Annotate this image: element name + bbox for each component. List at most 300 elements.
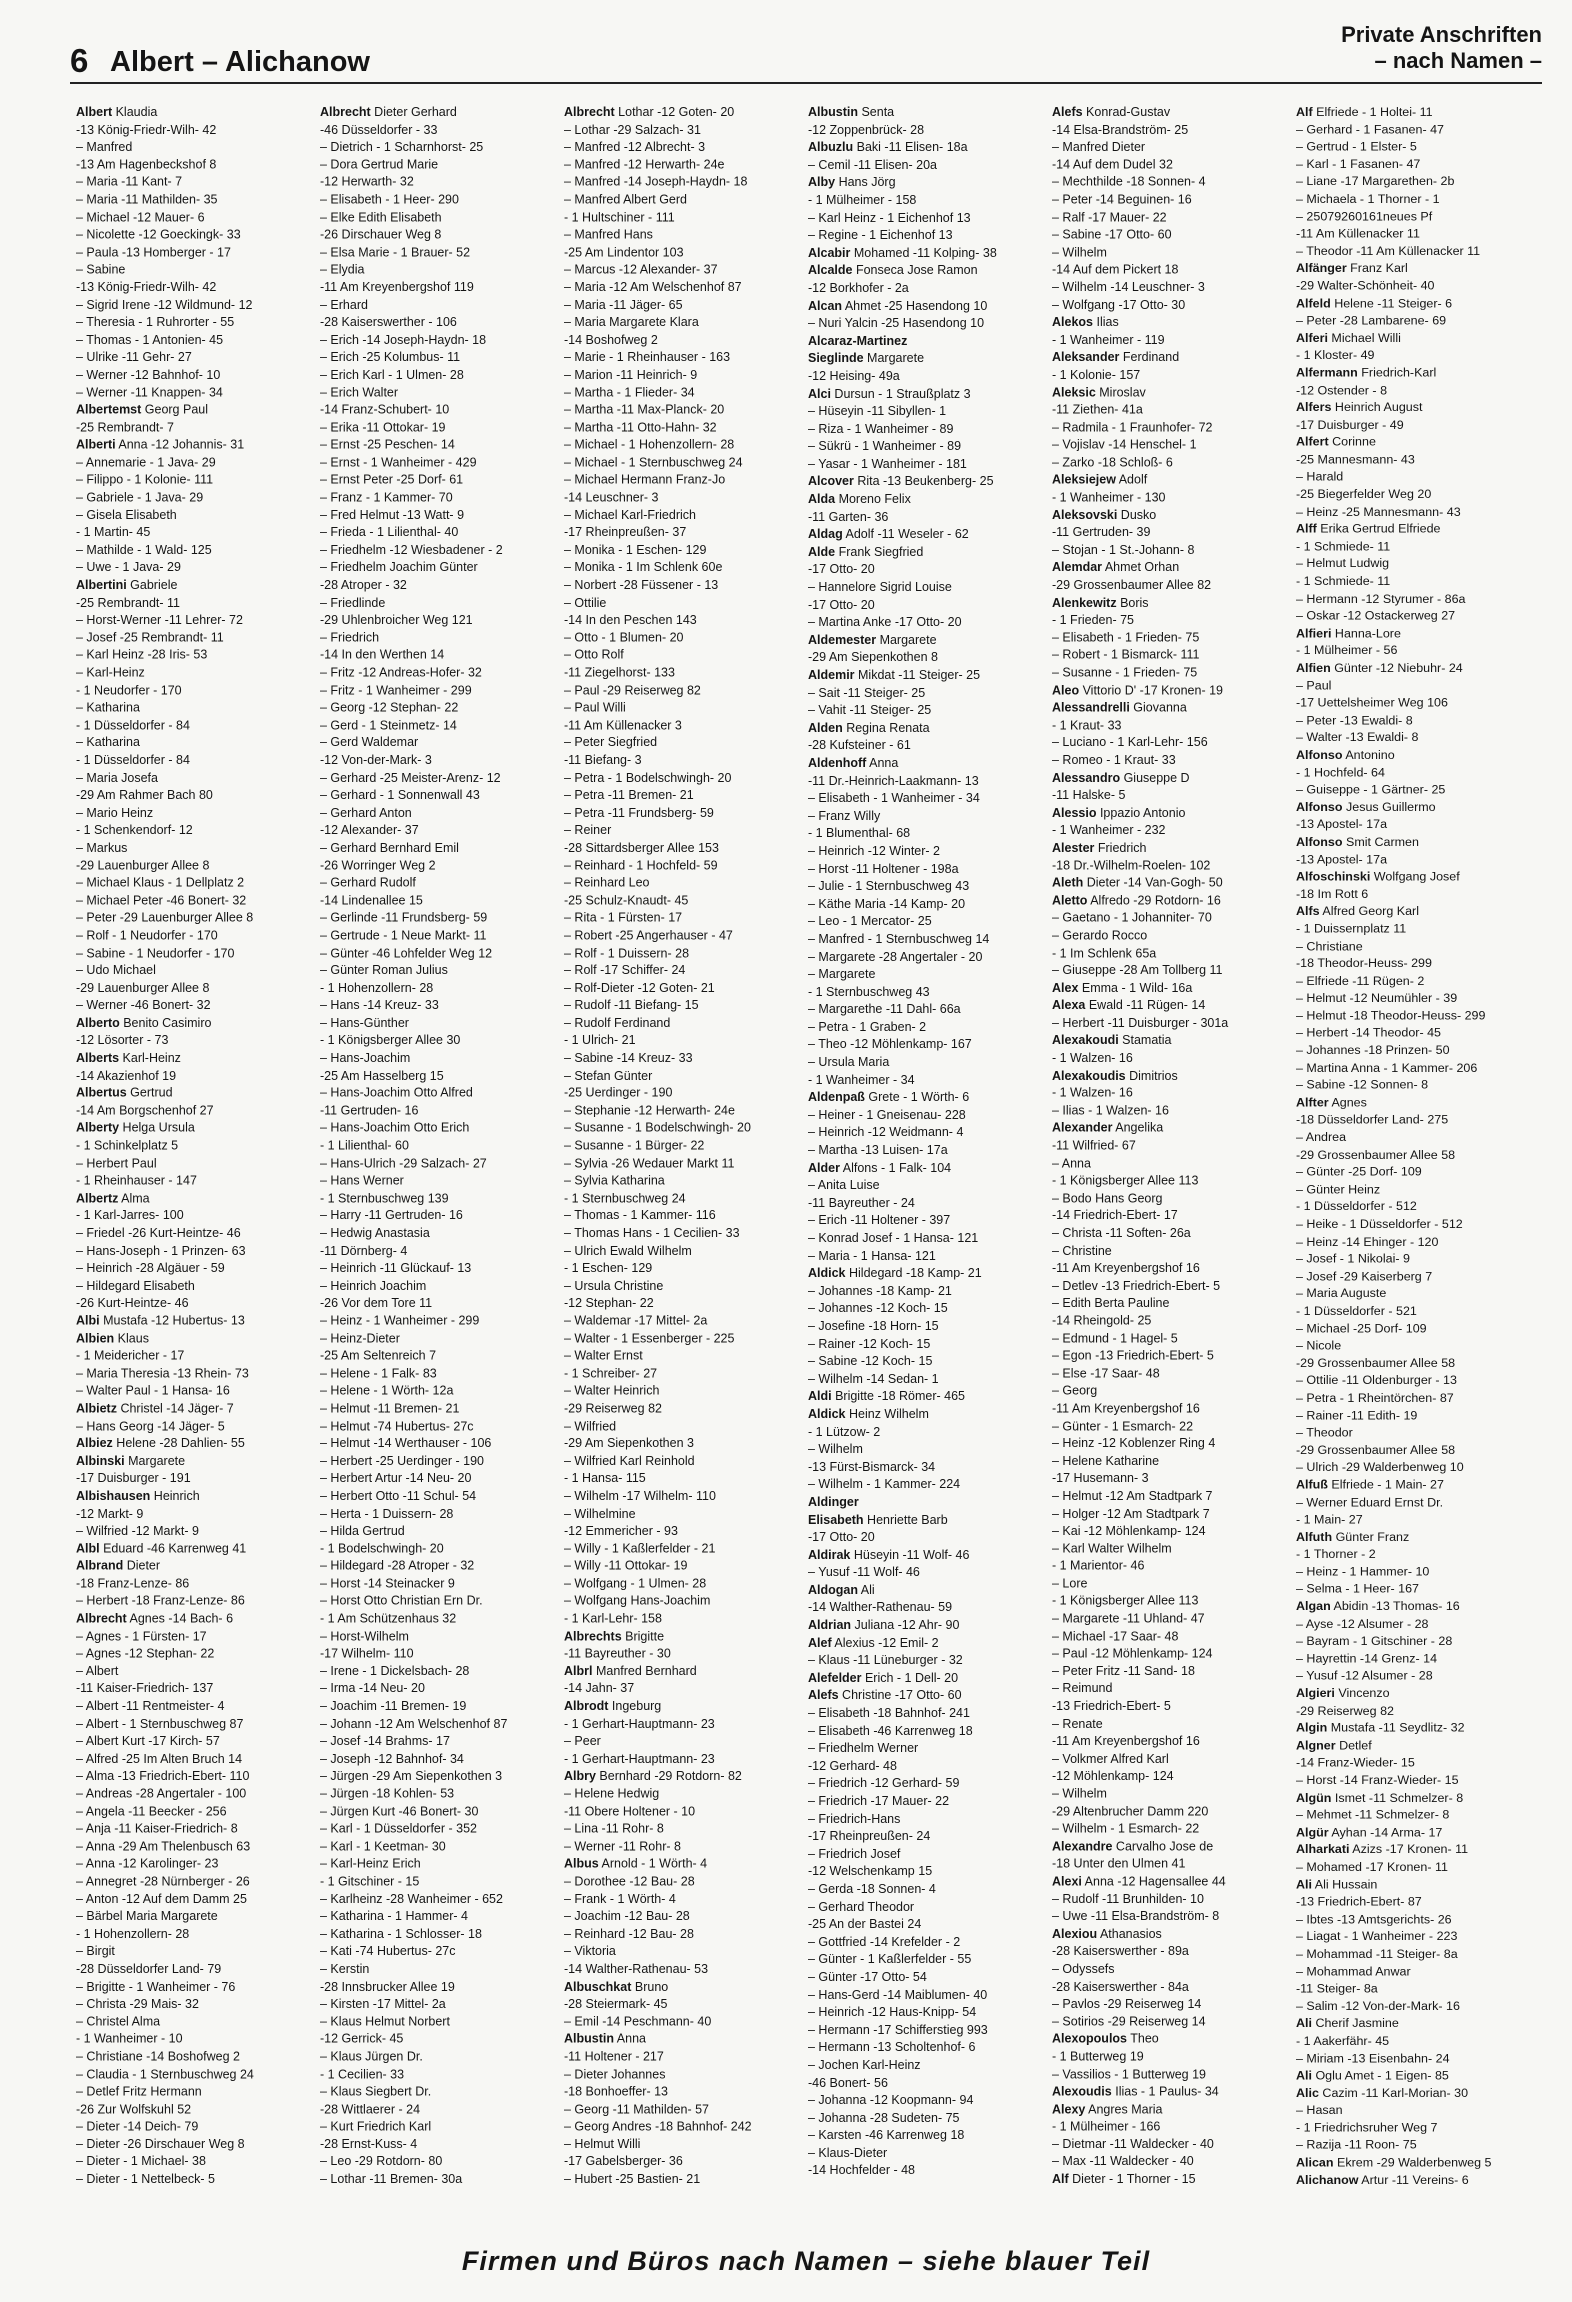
directory-entry: – Volkmer Alfred Karl: [1052, 1751, 1169, 1766]
directory-entry: – Helene Hedwig: [564, 1786, 660, 1801]
directory-entry: – Elisabeth -46 Karrenweg 18: [808, 1723, 973, 1738]
directory-entry: – Wilhelm -14 Leuschner- 3: [1052, 280, 1205, 295]
directory-entry: Alex Emma - 1 Wild- 16a: [1052, 980, 1193, 995]
directory-entry: – Heiner - 1 Gneisenau- 228: [808, 1107, 966, 1122]
directory-entry: – Gerhard Bernhard Emil: [320, 840, 459, 855]
directory-entry: – Maria Margarete Klara: [564, 315, 699, 330]
directory-entry: – Anja -11 Kaiser-Friedrich- 8: [76, 1821, 238, 1836]
directory-entry: – Reimund: [1052, 1681, 1113, 1696]
directory-entry: Alessandrelli Giovanna: [1052, 700, 1187, 715]
directory-entry: – Hilda Gertrud: [320, 1523, 405, 1538]
directory-entry: – Andreas -28 Angertaler - 100: [76, 1786, 247, 1801]
directory-entry: – Günter - 1 Esmarch- 22: [1052, 1418, 1194, 1433]
directory-entry: – Helene - 1 Falk- 83: [320, 1366, 437, 1381]
directory-entry: – Helmut -12 Neumühler - 39: [1296, 991, 1458, 1006]
directory-entry: – Erich Karl - 1 Ulmen- 28: [320, 367, 464, 382]
directory-entry: - 1 Neudorfer - 170: [76, 683, 182, 698]
directory-entry: – Ernst -25 Peschen- 14: [320, 437, 455, 452]
directory-entry: – Thomas - 1 Kammer- 116: [564, 1208, 716, 1223]
directory-entry: -12 Borkhofer - 2a: [808, 280, 909, 295]
directory-entry: Alcover Rita -13 Beukenberg- 25: [808, 474, 994, 489]
directory-entry: -12 Ostender - 8: [1296, 383, 1388, 397]
directory-entry: -14 Walther-Rathenau- 53: [564, 1961, 709, 1976]
directory-entry: – Vahit -11 Steiger- 25: [808, 703, 932, 718]
directory-entry: – Joachim -11 Bremen- 19: [320, 1699, 467, 1714]
directory-entry: – Herbert -18 Franz-Lenze- 86: [76, 1594, 245, 1608]
directory-entry: -11 Bayreuther - 24: [808, 1195, 915, 1210]
directory-entry: Albrecht Lothar -12 Goten- 20: [564, 104, 735, 119]
directory-entry: – Stephanie -12 Herwarth- 24e: [564, 1103, 735, 1118]
directory-entry: - 1 Mülheimer - 166: [1052, 2119, 1161, 2134]
directory-entry: -14 In den Werthen 14: [320, 648, 445, 662]
directory-entry: – Reiner: [564, 823, 612, 838]
directory-entry: - 1 Hohenzollern- 28: [76, 1926, 190, 1941]
directory-entry: – Oskar -12 Ostackerweg 27: [1296, 608, 1456, 623]
directory-entry: – Sylvia -26 Wedauer Markt 11: [564, 1156, 735, 1171]
directory-entry: – Karl Heinz - 1 Eichenhof 13: [808, 210, 971, 225]
directory-column-4: [808, 104, 1052, 2189]
directory-entry: – Mohamed -17 Kronen- 11: [1296, 1860, 1448, 1874]
directory-entry: – Marie - 1 Rheinhauser - 163: [564, 350, 731, 365]
directory-entry: – Susanne - 1 Bodelschwingh- 20: [564, 1121, 751, 1135]
directory-entry: -18 Unter den Ulmen 41: [1052, 1856, 1186, 1871]
directory-entry: -13 König-Friedr-Wilh- 42: [76, 122, 217, 137]
directory-entry: Aldick Heinz Wilhelm: [808, 1406, 929, 1421]
directory-entry: -12 Gerhard- 48: [808, 1758, 897, 1773]
directory-entry: Albl Eduard -46 Karrenweg 41: [76, 1541, 247, 1556]
directory-entry: -12 Heising- 49a: [808, 368, 900, 383]
directory-entry: -14 Jahn- 37: [564, 1681, 635, 1696]
directory-entry: – Christiane: [1296, 939, 1363, 953]
directory-entry: Alexoudis Ilias - 1 Paulus- 34: [1052, 2084, 1219, 2099]
directory-entry: – Peter Siegfried: [564, 735, 658, 750]
directory-entry: - 1 Walzen- 16: [1052, 1086, 1133, 1100]
directory-entry: – Friedlinde: [320, 595, 386, 610]
directory-column-5: [1052, 104, 1296, 2187]
directory-entry: – Katharina - 1 Schlosser- 18: [320, 1926, 482, 1941]
directory-entry: - 1 Karl-Lehr- 158: [564, 1611, 662, 1626]
directory-entry: -29 Grossenbaumer Allee 58: [1296, 1443, 1456, 1457]
directory-entry: -29 Am Siepenkothen 3: [564, 1436, 694, 1451]
directory-entry: – Elsa Marie - 1 Brauer- 52: [320, 245, 471, 260]
directory-entry: – Hildegard Elisabeth: [76, 1278, 195, 1293]
directory-entry: Albustin Senta: [808, 105, 895, 119]
directory-entry: Alberto Benito Casimiro: [76, 1015, 212, 1030]
directory-entry: – Georg Andres -18 Bahnhof- 242: [564, 2119, 752, 2134]
directory-entry: – Rolf - 1 Neudorfer - 170: [76, 928, 218, 943]
directory-entry: – Gaetano - 1 Johanniter- 70: [1052, 910, 1212, 925]
directory-entry: Alexi Anna -12 Hagensallee 44: [1052, 1874, 1226, 1889]
directory-entry: – Horst-Werner -11 Lehrer- 72: [76, 613, 243, 627]
directory-entry: – Walter Ernst: [564, 1348, 643, 1363]
directory-entry: – Günter -17 Otto- 54: [808, 1969, 927, 1984]
directory-entry: – Wilhelm - 1 Kammer- 224: [808, 1477, 961, 1492]
directory-entry: – Heike - 1 Düsseldorfer - 512: [1296, 1217, 1463, 1231]
directory-entry: -12 Alexander- 37: [320, 823, 419, 838]
directory-entry: – Dora Gertrud Marie: [320, 157, 439, 172]
directory-entry: – Helmut Willi: [564, 2137, 641, 2152]
directory-entry: - 1 Marientor- 46: [1052, 1559, 1145, 1573]
directory-entry: – Hubert -25 Bastien- 21: [564, 2172, 701, 2187]
directory-entry: – Maria Theresia -13 Rhein- 73: [76, 1366, 249, 1381]
directory-entry: – Klaus Jürgen Dr.: [320, 2049, 423, 2064]
directory-entry: – Radmila - 1 Fraunhofer- 72: [1052, 420, 1213, 435]
directory-entry: Albi Mustafa -12 Hubertus- 13: [76, 1313, 245, 1328]
directory-entry: -12 Welschenkamp 15: [808, 1864, 933, 1879]
directory-entry: – Christel Alma: [76, 2014, 161, 2029]
directory-entry: -17 Otto- 20: [808, 597, 875, 612]
directory-entry: Aldenpaß Grete - 1 Wörth- 6: [808, 1090, 970, 1105]
directory-entry: Albertz Alma: [76, 1191, 150, 1206]
directory-entry: Albustin Anna: [564, 2031, 646, 2046]
directory-entry: – Wilhelm: [808, 1442, 863, 1457]
directory-entry: – Martina Anke -17 Otto- 20: [808, 615, 962, 630]
directory-entry: -14 Akazienhof 19: [76, 1068, 177, 1083]
directory-entry: -14 Am Borgschenhof 27: [76, 1103, 214, 1118]
directory-entry: Alder Alfons - 1 Falk- 104: [808, 1160, 952, 1175]
directory-entry: – Reinhard -12 Bau- 28: [564, 1926, 694, 1941]
directory-entry: – Dietrich - 1 Scharnhorst- 25: [320, 140, 484, 154]
directory-entry: -28 Kaiserswerther - 106: [320, 315, 457, 330]
directory-entry: – Bayram - 1 Gitschiner - 28: [1296, 1634, 1453, 1648]
directory-entry: – Dieter - 1 Nettelbeck- 5: [76, 2172, 215, 2187]
directory-entry: – Gisela Elisabeth: [76, 507, 177, 522]
directory-entry: – Helene - 1 Wörth- 12a: [320, 1383, 454, 1398]
directory-entry: – Josef -29 Kaiserberg 7: [1296, 1269, 1433, 1284]
directory-entry: -14 Hochfelder - 48: [808, 2163, 916, 2178]
directory-entry: -11 Am Kreyenbergshof 119: [320, 280, 474, 295]
directory-entry: – Albert -11 Rentmeister- 4: [76, 1699, 225, 1714]
directory-entry: – Rudolf -11 Biefang- 15: [564, 998, 699, 1013]
directory-entry: – Guiseppe - 1 Gärtner- 25: [1296, 782, 1446, 797]
directory-entry: – Frieda - 1 Lilienthal- 40: [320, 525, 459, 540]
directory-entry: – Jürgen -29 Am Siepenkothen 3: [320, 1769, 503, 1784]
directory-entry: – Günter -25 Dorf- 109: [1296, 1164, 1422, 1179]
directory-entry: Alberts Karl-Heinz: [76, 1050, 181, 1065]
directory-entry: -46 Bonert- 56: [808, 2075, 888, 2090]
directory-entry: – Elisabeth - 1 Wanheimer - 34: [808, 791, 980, 806]
directory-entry: – Gerhard - 1 Sonnenwall 43: [320, 788, 480, 803]
directory-entry: -18 Franz-Lenze- 86: [76, 1576, 190, 1591]
directory-column-1: [76, 104, 320, 2187]
directory-entry: - 1 Sternbuschweg 43: [808, 984, 930, 999]
directory-entry: -26 Worringer Weg 2: [320, 858, 436, 873]
directory-entry: – Brigitte - 1 Wanheimer - 76: [76, 1979, 236, 1994]
directory-entry: – Nicolette -12 Goeckingk- 33: [76, 227, 241, 242]
directory-entry: – Johann -12 Am Welschenhof 87: [320, 1716, 508, 1731]
directory-entry: Algner Detlef: [1296, 1738, 1372, 1753]
directory-entry: – Hans-Joachim Otto Erich: [320, 1121, 470, 1135]
directory-entry: Albietz Christel -14 Jäger- 7: [76, 1401, 234, 1416]
directory-entry: – Paul: [1296, 678, 1332, 693]
directory-entry: – Nuri Yalcin -25 Hasendong 10: [808, 316, 985, 331]
directory-entry: -25 Am Seltenreich 7: [320, 1348, 437, 1363]
directory-entry: - 1 Königsberger Allee 113: [1052, 1173, 1199, 1188]
directory-entry: – Otto - 1 Blumen- 20: [564, 630, 684, 645]
directory-entry: – Holger -12 Am Stadtpark 7: [1052, 1506, 1210, 1521]
directory-entry: – Yusuf -11 Wolf- 46: [808, 1565, 920, 1580]
directory-entry: -25 Am Hasselberg 15: [320, 1068, 444, 1083]
directory-entry: Alefelder Erich - 1 Dell- 20: [808, 1670, 959, 1685]
directory-entry: – Erich Walter: [320, 385, 399, 400]
directory-entry: - 1 Schinkelplatz 5: [76, 1138, 179, 1153]
directory-entry: – Paul -12 Möhlenkamp- 124: [1052, 1646, 1213, 1661]
directory-entry: Aldemester Margarete: [808, 632, 937, 647]
directory-entry: – Manfred Dieter: [1052, 140, 1146, 154]
directory-entry: Alexiou Athanasios: [1052, 1926, 1162, 1941]
directory-entry: Alican Ekrem -29 Walderbenweg 5: [1296, 2155, 1492, 2170]
directory-entry: -25 Rembrandt- 11: [76, 595, 180, 610]
directory-entry: – Theresia - 1 Ruhrorter - 55: [76, 315, 235, 330]
directory-entry: – Vojislav -14 Henschel- 1: [1052, 437, 1197, 452]
directory-entry: Aletto Alfredo -29 Rotdorn- 16: [1052, 893, 1221, 908]
directory-entry: – Friedrich -17 Mauer- 22: [808, 1794, 950, 1808]
directory-entry: -11 Ziegelhorst- 133: [564, 665, 675, 680]
directory-entry: – Hans Georg -14 Jäger- 5: [76, 1418, 225, 1433]
directory-entry: – Hüseyin -11 Sibyllen- 1: [808, 404, 947, 419]
directory-entry: – Helmut -11 Bremen- 21: [320, 1401, 460, 1416]
directory-entry: Albert Klaudia: [76, 104, 158, 119]
directory-entry: -29 Am Rahmer Bach 80: [76, 788, 213, 803]
directory-entry: – Margarethe -11 Dahl- 66a: [808, 1002, 961, 1017]
directory-entry: – Ulrich Ewald Wilhelm: [564, 1243, 692, 1258]
directory-entry: – Margarete: [808, 967, 876, 982]
directory-entry: -29 Altenbrucher Damm 220: [1052, 1804, 1209, 1819]
directory-entry: - 1 Frieden- 75: [1052, 613, 1134, 627]
directory-entry: – Razija -11 Roon- 75: [1296, 2138, 1417, 2152]
directory-entry: – Theo -12 Möhlenkamp- 167: [808, 1037, 972, 1052]
directory-entry: – Helmut -18 Theodor-Heuss- 299: [1296, 1008, 1486, 1023]
directory-entry: -14 In den Peschen 143: [564, 613, 697, 627]
directory-entry: – Helmut -14 Werthauser - 106: [320, 1436, 492, 1451]
directory-entry: – Horst -11 Holtener - 198a: [808, 861, 959, 876]
directory-entry: -13 Friedrich-Ebert- 5: [1052, 1699, 1171, 1714]
directory-entry: – Gabriele - 1 Java- 29: [76, 490, 204, 505]
directory-entry: Aldogan Ali: [808, 1582, 875, 1597]
directory-entry: – Christa -29 Mais- 32: [76, 1996, 199, 2011]
directory-entry: -28 Ernst-Kuss- 4: [320, 2137, 418, 2152]
directory-entry: Albien Klaus: [76, 1331, 149, 1346]
directory-entry: – Wilfried Karl Reinhold: [564, 1453, 695, 1468]
directory-entry: - 1 Düsseldorfer - 512: [1296, 1199, 1417, 1214]
directory-entry: – Heinz - 1 Wanheimer - 299: [320, 1313, 480, 1328]
directory-entry: – Ernst - 1 Wanheimer - 429: [320, 455, 477, 470]
directory-entry: – Sait -11 Steiger- 25: [808, 685, 926, 700]
directory-entry: Algin Mustafa -11 Seydlitz- 32: [1296, 1721, 1465, 1735]
directory-entry: – Ayse -12 Alsumer - 28: [1296, 1616, 1429, 1631]
directory-entry: - 1 Rheinhauser - 147: [76, 1173, 197, 1188]
directory-entry: – Petra - 1 Rheintörchen- 87: [1296, 1390, 1454, 1405]
directory-entry: – Vassilios - 1 Butterweg 19: [1052, 2067, 1207, 2081]
directory-entry: -11 Biefang- 3: [564, 753, 642, 768]
directory-entry: – Petra -11 Frundsberg- 59: [564, 805, 714, 820]
directory-entry: – Ursula Maria: [808, 1055, 890, 1070]
directory-entry: -11 Ziethen- 41a: [1052, 402, 1143, 417]
directory-entry: - 1 Hohenzollern- 28: [320, 980, 434, 995]
directory-entry: Aleo Vittorio D' -17 Kronen- 19: [1052, 683, 1223, 698]
directory-entry: – Heinrich -28 Algäuer - 59: [76, 1261, 225, 1276]
directory-entry: Alfers Heinrich August: [1296, 400, 1423, 415]
directory-entry: – Elisabeth -18 Bahnhof- 241: [808, 1706, 970, 1721]
directory-entry: – Liane -17 Margarethen- 2b: [1296, 174, 1455, 189]
directory-entry: -12 Markt- 9: [76, 1506, 144, 1521]
directory-entry: -29 Reiserweg 82: [1296, 1703, 1394, 1718]
directory-entry: – Waldemar -17 Mittel- 2a: [564, 1313, 708, 1328]
directory-entry: – Wilhelm - 1 Esmarch- 22: [1052, 1821, 1200, 1836]
directory-entry: Albertemst Georg Paul: [76, 402, 209, 417]
directory-entry: – Hans-Joseph - 1 Prinzen- 63: [76, 1243, 246, 1258]
directory-entry: – Kati -74 Hubertus- 27c: [320, 1944, 456, 1959]
directory-entry: – Hans -14 Kreuz- 33: [320, 998, 439, 1013]
directory-entry: – Günter Heinz: [1296, 1182, 1381, 1197]
directory-entry: – Josef - 1 Nikolai- 9: [1296, 1251, 1410, 1266]
directory-entry: – Albert: [76, 1664, 119, 1679]
page-header: [70, 20, 1542, 78]
directory-entry: – Hans Werner: [320, 1173, 404, 1188]
directory-entry: – Peter -14 Beguinen- 16: [1052, 192, 1192, 207]
directory-entry: – Irma -14 Neu- 20: [320, 1681, 425, 1696]
directory-entry: – Martha -13 Luisen- 17a: [808, 1143, 948, 1158]
directory-entry: – Rolf -17 Schiffer- 24: [564, 963, 686, 978]
directory-entry: -11 Am Kreyenbergshof 16: [1052, 1261, 1200, 1276]
directory-entry: -25 Uerdinger - 190: [564, 1086, 673, 1100]
directory-entry: - 1 Schenkendorf- 12: [76, 823, 193, 838]
directory-entry: - 1 Friedrichsruher Weg 7: [1296, 2120, 1438, 2135]
directory-entry: – Lothar -29 Salzach- 31: [564, 122, 701, 137]
directory-entry: – Claudia - 1 Sternbuschweg 24: [76, 2067, 254, 2081]
directory-entry: -12 Von-der-Mark- 3: [320, 753, 432, 768]
directory-entry: – Günter - 1 Kaßlerfelder - 55: [808, 1952, 972, 1967]
directory-entry: Alff Erika Gertrud Elfriede: [1296, 522, 1441, 536]
directory-entry: – Petra - 1 Bodelschwingh- 20: [564, 770, 732, 785]
directory-entry: -12 Gerrick- 45: [320, 2031, 404, 2046]
directory-entry: – Jürgen Kurt -46 Bonert- 30: [320, 1804, 479, 1819]
directory-entry: – Horst -14 Steinacker 9: [320, 1576, 455, 1591]
directory-entry: -12 Stephan- 22: [564, 1296, 654, 1311]
directory-entry: – Elisabeth - 1 Heer- 290: [320, 192, 459, 207]
directory-entry: – Riza - 1 Wanheimer - 89: [808, 421, 954, 436]
directory-entry: Alfänger Franz Karl: [1296, 261, 1408, 276]
directory-entry: – Salim -12 Von-der-Mark- 16: [1296, 1999, 1460, 2013]
directory-entry: – Kirsten -17 Mittel- 2a: [320, 1996, 446, 2011]
directory-entry: -28 Steiermark- 45: [564, 1996, 668, 2011]
directory-entry: -29 Grossenbaumer Allee 58: [1296, 1356, 1456, 1370]
directory-entry: – Hans-Joachim: [320, 1050, 411, 1065]
header-rule: [70, 82, 1542, 84]
directory-entry: – Hasan: [1296, 2103, 1343, 2118]
directory-entry: – Karl-Heinz Erich: [320, 1856, 421, 1871]
directory-entry: – Giuseppe -28 Am Tollberg 11: [1052, 963, 1223, 978]
directory-entry: -29 Grossenbaumer Allee 58: [1296, 1147, 1456, 1162]
directory-entry: – Dieter - 1 Michael- 38: [76, 2154, 206, 2169]
directory-entry: – Erich -11 Holtener - 397: [808, 1213, 951, 1228]
directory-entry: – Irene - 1 Dickelsbach- 28: [320, 1664, 470, 1679]
directory-entry: Algieri Vincenzo: [1296, 1686, 1390, 1701]
directory-entry: -11 Gertruden- 16: [320, 1103, 419, 1118]
directory-entry: – Paula -13 Homberger - 17: [76, 245, 231, 260]
directory-entry: – Willy -11 Ottokar- 19: [564, 1559, 688, 1573]
directory-entry: – Petra - 1 Graben- 2: [808, 1019, 927, 1034]
directory-entry: - 1 Butterweg 19: [1052, 2049, 1144, 2064]
directory-entry: – Joseph -12 Bahnhof- 34: [320, 1751, 464, 1766]
directory-entry: Alberti Anna -12 Johannis- 31: [76, 437, 245, 452]
directory-entry: – Karsten -46 Karrenweg 18: [808, 2128, 965, 2143]
directory-entry: – Harry -11 Gertruden- 16: [320, 1208, 463, 1223]
directory-entry: -18 Bonhoeffer- 13: [564, 2084, 669, 2099]
directory-entry: – Johanna -28 Sudeten- 75: [808, 2110, 960, 2125]
directory-entry: – Werner -12 Bahnhof- 10: [76, 367, 221, 382]
directory-entry: – Alfred -25 Im Alten Bruch 14: [76, 1751, 243, 1766]
directory-entry: – Wilhelm: [1052, 245, 1107, 260]
directory-entry: -18 Theodor-Heuss- 299: [1296, 956, 1432, 971]
directory-entry: Albertini Gabriele: [76, 577, 178, 592]
directory-entry: – Sabine -17 Otto- 60: [1052, 227, 1172, 242]
directory-entry: – Ottilie -11 Oldenburger - 13: [1296, 1373, 1457, 1388]
directory-entry: – Mohammad Anwar: [1296, 1964, 1411, 1979]
directory-entry: – Fred Helmut -13 Watt- 9: [320, 507, 465, 522]
directory-entry: – Paul -29 Reiserweg 82: [564, 683, 701, 698]
directory-entry: Alde Frank Siegfried: [808, 544, 924, 559]
directory-entry: - 1 Im Schlenk 65a: [1052, 945, 1157, 960]
directory-column-6: [1296, 104, 1540, 2187]
directory-entry: -13 König-Friedr-Wilh- 42: [76, 280, 217, 295]
directory-entry: – Emil -14 Peschmann- 40: [564, 2014, 712, 2029]
directory-entry: – Sabine -12 Sonnen- 8: [1296, 1078, 1429, 1092]
directory-entry: Alf Elfriede - 1 Holtei- 11: [1296, 104, 1433, 119]
directory-entry: – Gerlinde -11 Frundsberg- 59: [320, 910, 488, 925]
directory-entry: – Zarko -18 Schloß- 6: [1052, 455, 1173, 470]
directory-entry: – Susanne - 1 Bürger- 22: [564, 1138, 705, 1153]
directory-entry: -28 Sittardsberger Allee 153: [564, 840, 719, 855]
directory-entry: -14 Auf dem Dudel 32: [1052, 157, 1173, 172]
directory-entry: – Ursula Christine: [564, 1278, 664, 1293]
directory-entry: – Horst -14 Franz-Wieder- 15: [1296, 1773, 1459, 1788]
directory-entry: – Martina Anna - 1 Kammer- 206: [1296, 1060, 1478, 1075]
directory-entry: - 1 Martin- 45: [76, 525, 151, 540]
directory-entry: – Heinz -25 Mannesmann- 43: [1296, 504, 1461, 519]
directory-entry: Alfs Alfred Georg Karl: [1296, 904, 1419, 919]
directory-entry: Sieglinde Margarete: [808, 351, 925, 366]
directory-entry: Alcabir Mohamed -11 Kolping- 38: [808, 245, 997, 260]
directory-entry: – Franz - 1 Kammer- 70: [320, 490, 453, 505]
footer-note: Firmen und Büros nach Namen – siehe blauer Teil: [461, 2246, 1151, 2276]
directory-entry: – Manfred: [76, 140, 133, 154]
directory-entry: Albry Bernhard -29 Rotdorn- 82: [564, 1769, 742, 1784]
directory-entry: -13 Friedrich-Ebert- 87: [1296, 1894, 1422, 1909]
directory-entry: – Josef -14 Brahms- 17: [320, 1734, 450, 1749]
directory-entry: – Gerd Waldemar: [320, 735, 419, 750]
directory-entry: – Helene Katharine: [1052, 1453, 1160, 1468]
directory-entry: -11 Wilfried- 67: [1052, 1138, 1136, 1153]
directory-entry: – Walter Paul - 1 Hansa- 16: [76, 1383, 230, 1398]
directory-entry: – Günter Roman Julius: [320, 963, 448, 978]
directory-entry: Albrodt Ingeburg: [564, 1699, 662, 1714]
directory-entry: – Heinz -14 Ehinger - 120: [1296, 1234, 1439, 1249]
directory-entry: Alberty Helga Ursula: [76, 1121, 195, 1135]
directory-entry: – Harald: [1296, 469, 1344, 484]
directory-entry: – Kerstin: [320, 1961, 370, 1976]
directory-entry: Alefs Christine -17 Otto- 60: [808, 1688, 962, 1703]
directory-entry: -28 Kaiserswerther - 89a: [1052, 1944, 1189, 1959]
directory-entry: – Ernst Peter -25 Dorf- 61: [320, 472, 464, 487]
directory-entry: – Christiane -14 Boshofweg 2: [76, 2049, 240, 2064]
directory-entry: Alichanow Artur -11 Vereins- 6: [1296, 2172, 1469, 2187]
directory-entry: – Gottfried -14 Krefelder - 2: [808, 1934, 961, 1949]
directory-entry: – Martha -11 Otto-Hahn- 32: [564, 420, 717, 435]
directory-entry: – Gerhard Rudolf: [320, 875, 416, 890]
directory-entry: – Susanne - 1 Frieden- 75: [1052, 665, 1198, 680]
directory-entry: – Uwe -11 Elsa-Brandström- 8: [1052, 1909, 1220, 1924]
